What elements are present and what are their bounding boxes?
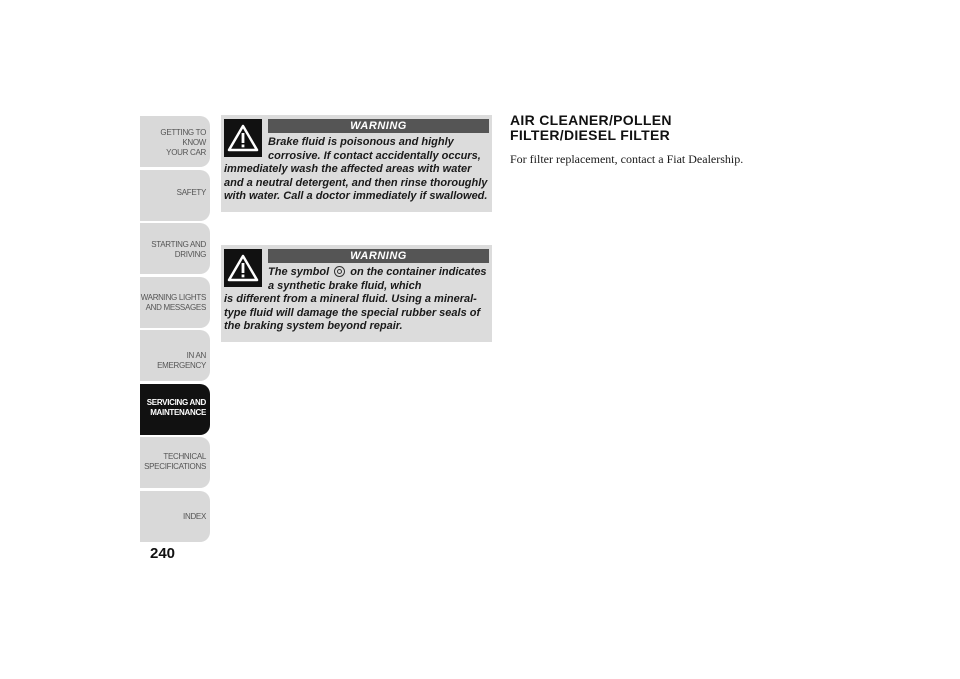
tab-technical-specifications[interactable]: TECHNICAL SPECIFICATIONS: [140, 437, 210, 488]
warning-text: is different from a mineral fluid. Using a mineral-type fluid will damage the special rubber seals of the braking system beyond repair.: [224, 293, 481, 332]
chapter-tabs: [140, 116, 210, 544]
tab-index[interactable]: INDEX: [140, 491, 210, 542]
warning-header: WARNING: [268, 119, 489, 133]
warning-text: immediately wash the affected areas with water and a neutral detergent, and then rinse thoroughly with water. Call a doctor immediately if swallowed.: [224, 163, 488, 202]
warning-triangle-icon: [224, 119, 262, 157]
warning-header: WARNING: [268, 249, 489, 263]
section-title: AIR CLEANER/POLLEN FILTER/DIESEL FILTER: [510, 112, 672, 143]
warning-box-brake-fluid-poisonous: [221, 115, 492, 212]
warning-box-synthetic-fluid: [221, 245, 492, 342]
warning-triangle-icon: [224, 249, 262, 287]
synthetic-fluid-symbol-icon: [334, 266, 345, 277]
tab-starting-and-driving[interactable]: STARTING AND DRIVING: [140, 223, 210, 274]
tab-safety[interactable]: SAFETY: [140, 170, 210, 221]
page-number: 240: [150, 545, 176, 562]
warning-text-lead: The symbol on the container indicates a synthetic brake fluid, which: [268, 266, 487, 292]
warning-text-lead: Brake fluid is poisonous and highly corrosive. If contact accidentally occurs,: [268, 136, 481, 162]
section-body: For filter replacement, contact a Fiat Dealership.: [510, 152, 744, 166]
tab-in-an-emergency[interactable]: IN AN EMERGENCY: [140, 330, 210, 381]
tab-getting-to-know-your-car[interactable]: GETTING TO KNOW YOUR CAR: [140, 116, 210, 167]
tab-warning-lights-and-messages[interactable]: WARNING LIGHTS AND MESSAGES: [140, 277, 210, 328]
tab-servicing-and-maintenance[interactable]: SERVICING AND MAINTENANCE: [140, 384, 210, 435]
